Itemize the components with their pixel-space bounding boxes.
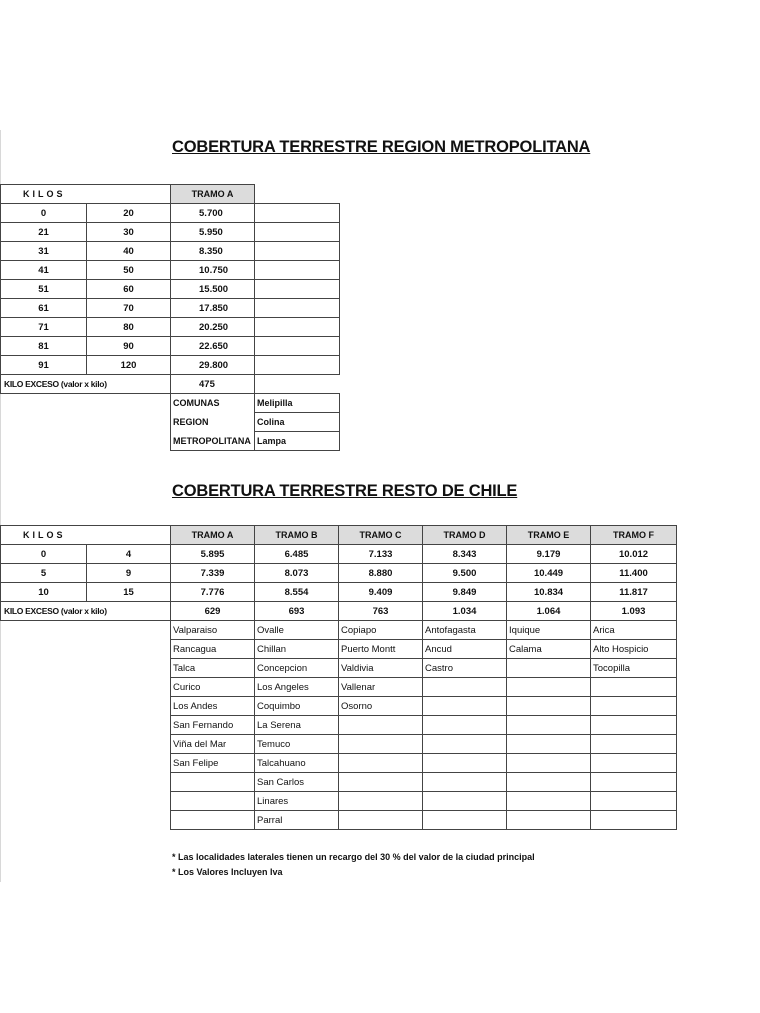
- city-name: San Felipe: [171, 754, 255, 773]
- kilo-exceso-value: 763: [339, 602, 423, 621]
- city-name: [507, 773, 591, 792]
- tramo-price: 10.449: [507, 564, 591, 583]
- city-name: Alto Hospicio: [591, 640, 677, 659]
- kilos-to: 50: [87, 261, 171, 280]
- kilos-header: KILOS: [1, 526, 171, 545]
- comuna-name: Lampa: [255, 432, 340, 451]
- empty-cell: [1, 621, 171, 640]
- empty-cell: [1, 640, 171, 659]
- kilo-exceso-value: 1.064: [507, 602, 591, 621]
- tramo-header: TRAMO D: [423, 526, 507, 545]
- comunas-label: REGION: [171, 413, 255, 432]
- resto-de-chile-table: [0, 525, 677, 830]
- city-name: Talcahuano: [255, 754, 339, 773]
- weight-row: [1, 583, 677, 602]
- city-name: [507, 716, 591, 735]
- city-name: [591, 678, 677, 697]
- tramo-a-header: TRAMO A: [171, 185, 255, 204]
- city-name: [339, 735, 423, 754]
- tramo-a-price: 15.500: [171, 280, 255, 299]
- city-name: La Serena: [255, 716, 339, 735]
- city-name: [507, 811, 591, 830]
- tramo-price: 7.776: [171, 583, 255, 602]
- tramo-price: 8.343: [423, 545, 507, 564]
- empty-cell: [1, 754, 171, 773]
- city-name: [423, 754, 507, 773]
- tramo-price: 11.400: [591, 564, 677, 583]
- kilos-to: 20: [87, 204, 171, 223]
- city-name: [339, 773, 423, 792]
- city-name: Osorno: [339, 697, 423, 716]
- city-name: Rancagua: [171, 640, 255, 659]
- empty-cell: [255, 280, 340, 299]
- header-row: [1, 185, 340, 204]
- kilo-exceso-value: 629: [171, 602, 255, 621]
- city-name: [507, 735, 591, 754]
- city-row: [1, 754, 677, 773]
- city-name: San Carlos: [255, 773, 339, 792]
- city-name: Temuco: [255, 735, 339, 754]
- weight-row: [1, 223, 340, 242]
- tramo-a-price: 29.800: [171, 356, 255, 375]
- kilos-from: 31: [1, 242, 87, 261]
- empty-cell: [255, 356, 340, 375]
- city-name: Vallenar: [339, 678, 423, 697]
- tramo-a-price: 5.700: [171, 204, 255, 223]
- weight-row: [1, 564, 677, 583]
- tramo-price: 11.817: [591, 583, 677, 602]
- weight-row: [1, 242, 340, 261]
- empty-cell: [1, 811, 171, 830]
- empty-cell: [255, 299, 340, 318]
- city-name: [591, 754, 677, 773]
- city-name: [339, 754, 423, 773]
- kilos-to: 40: [87, 242, 171, 261]
- city-name: Ovalle: [255, 621, 339, 640]
- city-row: [1, 716, 677, 735]
- city-name: [507, 659, 591, 678]
- city-name: [507, 792, 591, 811]
- empty-cell: [255, 204, 340, 223]
- city-name: [423, 735, 507, 754]
- city-name: San Fernando: [171, 716, 255, 735]
- city-name: [423, 678, 507, 697]
- kilo-exceso-value: 693: [255, 602, 339, 621]
- tramo-price: 5.895: [171, 545, 255, 564]
- empty-cell: [1, 735, 171, 754]
- city-row: [1, 811, 677, 830]
- kilos-from: 51: [1, 280, 87, 299]
- tramo-price: 10.834: [507, 583, 591, 602]
- tramo-a-price: 8.350: [171, 242, 255, 261]
- exceso-row: [1, 602, 677, 621]
- tramo-a-price: 5.950: [171, 223, 255, 242]
- tramo-price: 9.849: [423, 583, 507, 602]
- kilos-to: 30: [87, 223, 171, 242]
- city-name: [591, 735, 677, 754]
- city-name: Viña del Mar: [171, 735, 255, 754]
- city-name: Curico: [171, 678, 255, 697]
- kilos-to: 80: [87, 318, 171, 337]
- city-name: [507, 678, 591, 697]
- city-name: [591, 773, 677, 792]
- city-name: Parral: [255, 811, 339, 830]
- city-name: Copiapo: [339, 621, 423, 640]
- city-row: [1, 659, 677, 678]
- kilos-to: 9: [87, 564, 171, 583]
- comuna-row: [1, 413, 340, 432]
- city-row: [1, 621, 677, 640]
- city-row: [1, 697, 677, 716]
- city-name: Concepcion: [255, 659, 339, 678]
- city-name: [591, 811, 677, 830]
- city-name: [171, 811, 255, 830]
- tramo-price: 10.012: [591, 545, 677, 564]
- empty-cell: [1, 413, 171, 432]
- tramo-price: 9.409: [339, 583, 423, 602]
- city-name: [591, 792, 677, 811]
- city-name: Chillan: [255, 640, 339, 659]
- kilos-from: 0: [1, 204, 87, 223]
- kilos-to: 15: [87, 583, 171, 602]
- city-name: [171, 792, 255, 811]
- city-name: [507, 754, 591, 773]
- empty-cell: [255, 242, 340, 261]
- city-name: Talca: [171, 659, 255, 678]
- tramo-header: TRAMO C: [339, 526, 423, 545]
- comuna-name: Colina: [255, 413, 340, 432]
- city-name: Coquimbo: [255, 697, 339, 716]
- kilo-exceso-label: KILO EXCESO (valor x kilo): [1, 602, 171, 621]
- tramo-price: 9.500: [423, 564, 507, 583]
- tramo-header: TRAMO B: [255, 526, 339, 545]
- empty-cell: [1, 678, 171, 697]
- kilos-from: 71: [1, 318, 87, 337]
- city-name: [423, 792, 507, 811]
- kilo-exceso-label: KILO EXCESO (valor x kilo): [1, 375, 171, 394]
- kilos-from: 81: [1, 337, 87, 356]
- kilos-to: 4: [87, 545, 171, 564]
- weight-row: [1, 356, 340, 375]
- note-iva: * Los Valores Incluyen Iva: [172, 867, 283, 877]
- city-row: [1, 678, 677, 697]
- empty-cell: [1, 716, 171, 735]
- kilos-from: 5: [1, 564, 87, 583]
- kilos-from: 21: [1, 223, 87, 242]
- kilos-from: 61: [1, 299, 87, 318]
- tramo-price: 6.485: [255, 545, 339, 564]
- city-name: [339, 716, 423, 735]
- kilos-header: KILOS: [1, 185, 171, 204]
- tramo-price: 7.339: [171, 564, 255, 583]
- city-name: Linares: [255, 792, 339, 811]
- region-metropolitana-table: [0, 184, 340, 451]
- weight-row: [1, 545, 677, 564]
- city-name: [423, 716, 507, 735]
- kilos-to: 70: [87, 299, 171, 318]
- tramo-price: 7.133: [339, 545, 423, 564]
- note-recargo: * Las localidades laterales tienen un recargo del 30 % del valor de la ciudad principal: [172, 852, 535, 862]
- tramo-header: TRAMO E: [507, 526, 591, 545]
- city-name: Arica: [591, 621, 677, 640]
- weight-row: [1, 299, 340, 318]
- city-name: [423, 811, 507, 830]
- city-name: [423, 697, 507, 716]
- kilo-exceso-value: 1.034: [423, 602, 507, 621]
- empty-cell: [255, 261, 340, 280]
- tramo-a-price: 20.250: [171, 318, 255, 337]
- empty-cell: [1, 394, 171, 413]
- empty-cell: [1, 659, 171, 678]
- city-name: Valdivia: [339, 659, 423, 678]
- empty-cell: [255, 223, 340, 242]
- weight-row: [1, 204, 340, 223]
- city-name: Tocopilla: [591, 659, 677, 678]
- city-name: [339, 811, 423, 830]
- city-name: Ancud: [423, 640, 507, 659]
- tramo-header: TRAMO A: [171, 526, 255, 545]
- tramo-price: 8.073: [255, 564, 339, 583]
- city-name: [591, 716, 677, 735]
- city-name: [591, 697, 677, 716]
- region-metropolitana-title: COBERTURA TERRESTRE REGION METROPOLITANA: [172, 138, 591, 156]
- kilos-to: 120: [87, 356, 171, 375]
- city-name: [507, 697, 591, 716]
- empty-cell: [1, 432, 171, 451]
- empty-cell: [255, 185, 340, 204]
- header-row: [1, 526, 677, 545]
- kilos-from: 91: [1, 356, 87, 375]
- empty-cell: [1, 697, 171, 716]
- city-name: Puerto Montt: [339, 640, 423, 659]
- empty-cell: [1, 773, 171, 792]
- kilos-from: 0: [1, 545, 87, 564]
- kilo-exceso-value: 1.093: [591, 602, 677, 621]
- comunas-label: COMUNAS: [171, 394, 255, 413]
- city-name: Iquique: [507, 621, 591, 640]
- comuna-row: [1, 432, 340, 451]
- city-name: Los Angeles: [255, 678, 339, 697]
- kilos-to: 90: [87, 337, 171, 356]
- tramo-a-price: 17.850: [171, 299, 255, 318]
- kilos-from: 41: [1, 261, 87, 280]
- weight-row: [1, 261, 340, 280]
- city-name: [171, 773, 255, 792]
- kilos-from: 10: [1, 583, 87, 602]
- weight-row: [1, 318, 340, 337]
- comuna-row: [1, 394, 340, 413]
- weight-row: [1, 280, 340, 299]
- city-row: [1, 640, 677, 659]
- empty-cell: [255, 337, 340, 356]
- city-name: [339, 792, 423, 811]
- kilo-exceso-value: 475: [171, 375, 255, 394]
- city-row: [1, 792, 677, 811]
- tramo-a-price: 10.750: [171, 261, 255, 280]
- city-name: [423, 773, 507, 792]
- city-name: Calama: [507, 640, 591, 659]
- kilos-to: 60: [87, 280, 171, 299]
- resto-de-chile-title: COBERTURA TERRESTRE RESTO DE CHILE: [172, 482, 518, 500]
- city-name: Antofagasta: [423, 621, 507, 640]
- empty-cell: [1, 792, 171, 811]
- city-name: Valparaiso: [171, 621, 255, 640]
- tramo-price: 8.554: [255, 583, 339, 602]
- weight-row: [1, 337, 340, 356]
- tramo-header: TRAMO F: [591, 526, 677, 545]
- exceso-row: [1, 375, 340, 394]
- city-name: Castro: [423, 659, 507, 678]
- tramo-price: 9.179: [507, 545, 591, 564]
- empty-cell: [255, 375, 340, 394]
- tramo-price: 8.880: [339, 564, 423, 583]
- city-name: Los Andes: [171, 697, 255, 716]
- comuna-name: Melipilla: [255, 394, 340, 413]
- empty-cell: [255, 318, 340, 337]
- city-row: [1, 773, 677, 792]
- comunas-label: METROPOLITANA: [171, 432, 255, 451]
- tramo-a-price: 22.650: [171, 337, 255, 356]
- city-row: [1, 735, 677, 754]
